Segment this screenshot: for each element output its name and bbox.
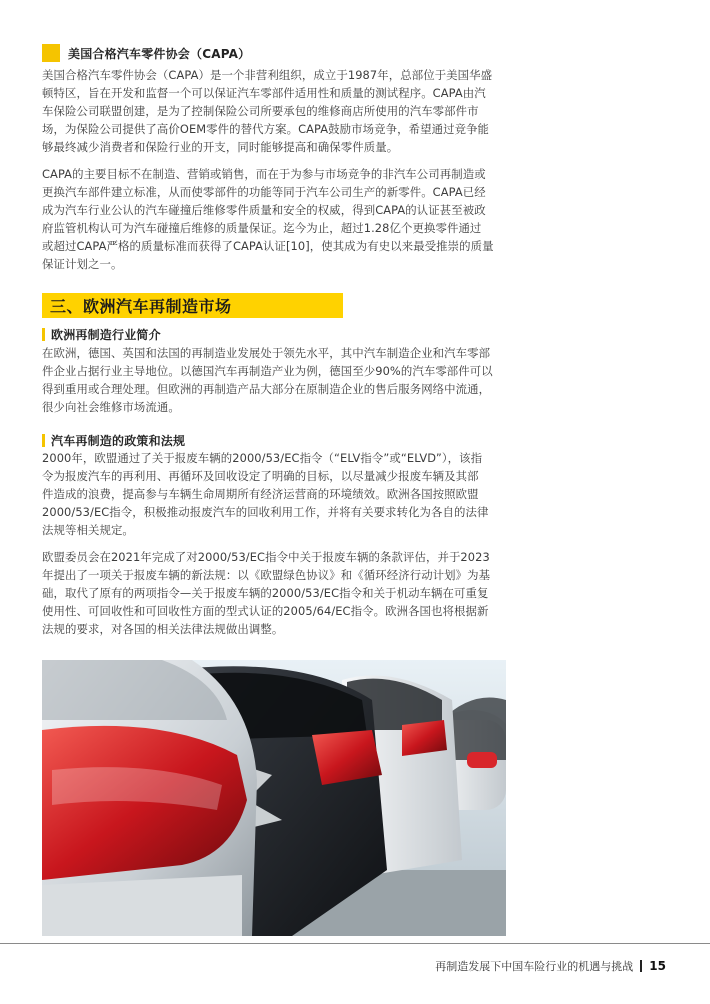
text-line: 很少向社会维修市场流通。	[42, 400, 180, 414]
text-line: 得到重用或合理处理。但欧洲的再制造产品大部分在原制造企业的售后服务网络中流通，	[42, 382, 491, 396]
page-footer	[435, 958, 666, 974]
text-line: 更换汽车部件建立标准，从而使零部件的功能等同于汽车公司生产的新零件。CAPA已经	[42, 185, 486, 199]
intro-paragraph	[42, 344, 512, 416]
text-line: 够最终减少消费者和保险行业的开支，同时能够提高和确保零件质量。	[42, 140, 399, 154]
text-line: CAPA的主要目标不在制造、营销或销售，而在于为参与市场竞争的非汽车公司再制造或	[42, 167, 486, 181]
text-line: 法规的要求，对各国的相关法律法规做出调整。	[42, 622, 284, 636]
section-title: 三、欧洲汽车再制造市场	[50, 297, 232, 316]
footer-divider	[0, 943, 710, 944]
policy-heading	[42, 432, 185, 449]
footer-title: 再制造发展下中国车险行业的机遇与挑战	[435, 960, 634, 973]
section-banner	[42, 293, 343, 318]
capa-heading	[42, 44, 250, 62]
text-line: 2000年，欧盟通过了关于报废车辆的2000/53/EC指令（“ELV指令”或“ELVD”），该指	[42, 451, 483, 465]
intro-heading-label: 欧洲再制造行业简介	[51, 328, 161, 342]
text-line: 保证计划之一。	[42, 257, 123, 271]
capa-paragraph-1	[42, 66, 512, 156]
parked-cars-photo	[42, 660, 506, 936]
text-line: 件造成的浪费，提高参与车辆生命周期所有经济运营商的环境绩效。欧洲各国按照欧盟	[42, 487, 479, 501]
text-line: 或超过CAPA严格的质量标准而获得了CAPA认证[10]，使其成为有史以来最受推崇的质量	[42, 239, 494, 253]
text-line: 年提出了一项关于报废车辆的新法规：以《欧盟绿色协议》和《循环经济行动计划》为基	[42, 568, 491, 582]
policy-heading-label: 汽车再制造的政策和法规	[51, 434, 186, 448]
text-line: 场，为保险公司提供了高价OEM零件的替代方案。CAPA鼓励市场竞争，希望通过竞争能	[42, 122, 490, 136]
heading-accent-square	[42, 44, 60, 62]
capa-heading-label: 美国合格汽车零件协会（CAPA）	[68, 46, 251, 61]
intro-heading	[42, 326, 161, 343]
text-line: 府监管机构认可为汽车碰撞后维修的质量保证。迄今为止，超过1.28亿个更换零件通过	[42, 221, 482, 235]
text-line: 法规等相关规定。	[42, 523, 134, 537]
parked-cars-illustration	[42, 660, 506, 936]
heading-accent-bar	[42, 328, 45, 341]
text-line: 车保险公司联盟创建，是为了控制保险公司所要承包的维修商店所使用的汽车零部件市	[42, 104, 479, 118]
footer-separator	[640, 960, 642, 972]
text-line: 础，取代了原有的两项指令—关于报废车辆的2000/53/EC指令和关于机动车辆在可重复	[42, 586, 489, 600]
heading-accent-bar	[42, 434, 45, 447]
text-line: 2000/53/EC指令，积极推动报废汽车的回收利用工作，并将有关要求转化为各自的法律	[42, 505, 489, 519]
page-number: 15	[649, 959, 666, 973]
text-line: 欧盟委员会在2021年完成了对2000/53/EC指令中关于报废车辆的条款评估，并于2023	[42, 550, 490, 564]
text-line: 顿特区，旨在开发和监督一个可以保证汽车零部件适用性和质量的测试程序。CAPA由汽	[42, 86, 486, 100]
policy-paragraph-2	[42, 548, 512, 638]
text-line: 美国合格汽车零件协会（CAPA）是一个非营利组织，成立于1987年，总部位于美国华盛	[42, 68, 493, 82]
capa-paragraph-2	[42, 165, 512, 273]
text-line: 使用性、可回收性和可回收性方面的型式认证的2005/64/EC指令。欧洲各国也将根据新	[42, 604, 489, 618]
text-line: 件企业占据行业主导地位。以德国汽车再制造产业为例，德国至少90%的汽车零部件可以	[42, 364, 493, 378]
policy-paragraph-1	[42, 449, 512, 539]
text-line: 在欧洲，德国、英国和法国的再制造业发展处于领先水平，其中汽车制造企业和汽车零部	[42, 346, 491, 360]
text-line: 成为汽车行业公认的汽车碰撞后维修零件质量和安全的权威，得到CAPA的认证甚至被政	[42, 203, 486, 217]
text-line: 令为报废汽车的再利用、再循环及回收设定了明确的目标，以尽量减少报废车辆及其部	[42, 469, 479, 483]
